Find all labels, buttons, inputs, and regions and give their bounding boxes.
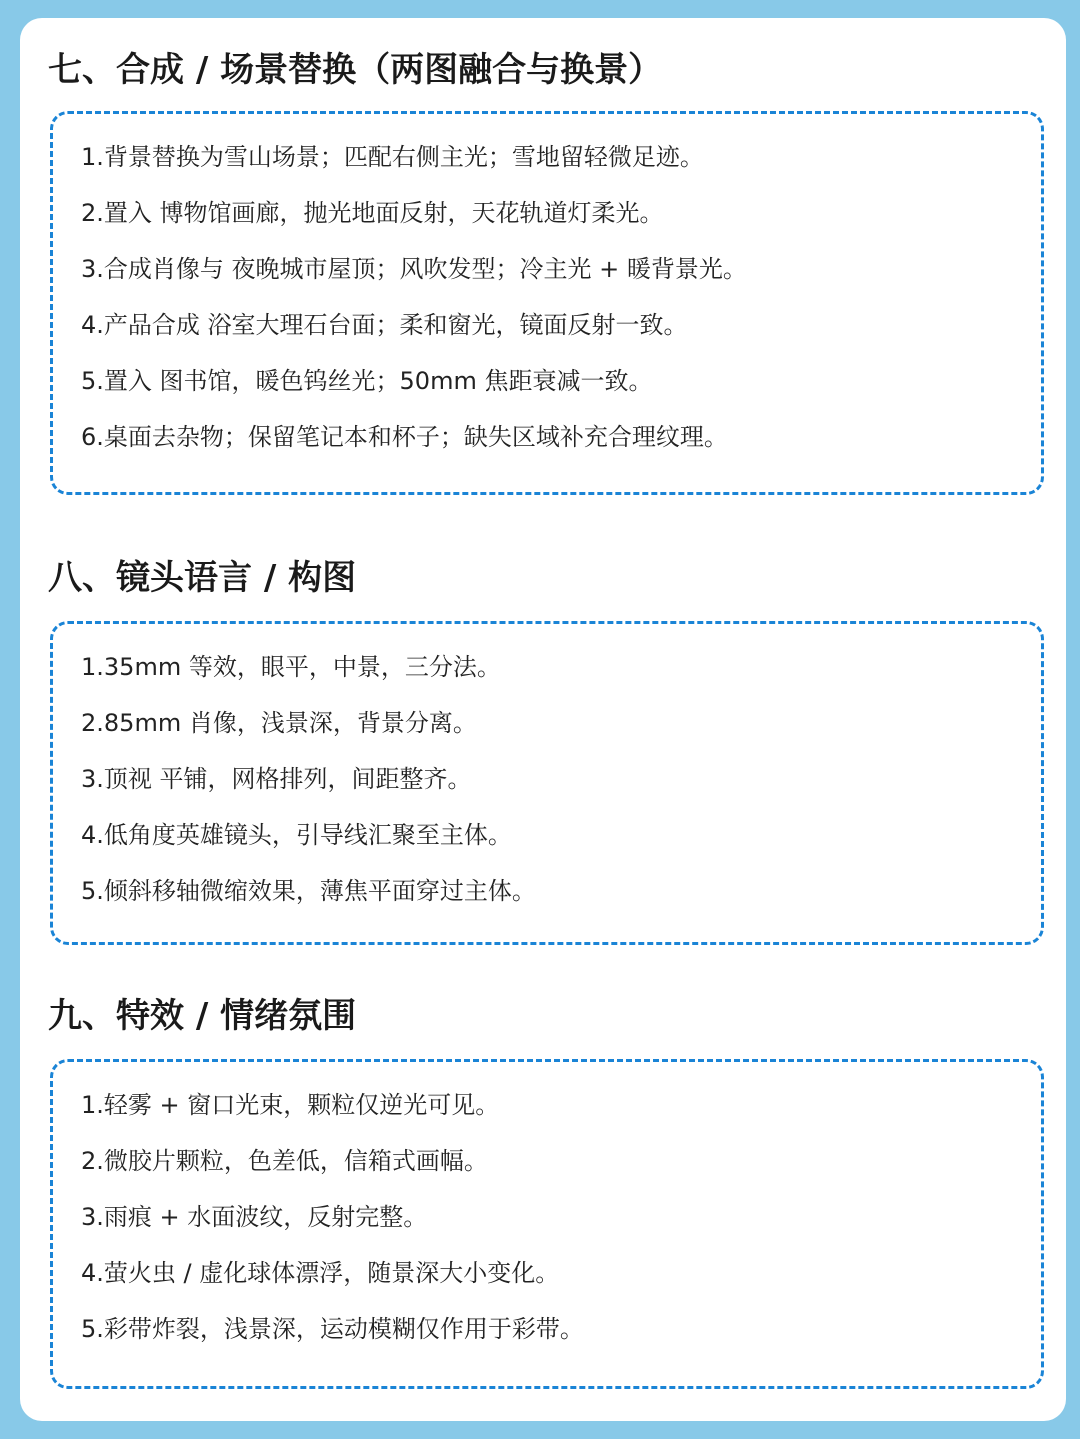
section-title-effects-mood: 九、特效 / 情绪氛围 [48, 996, 357, 1036]
list-item: 4.产品合成 浴室大理石台面；柔和窗光，镜面反射一致。 [81, 311, 688, 339]
section-box-effects-mood [50, 1059, 1044, 1389]
list-item: 3.顶视 平铺，网格排列，间距整齐。 [81, 765, 472, 793]
section-title-compositing: 七、合成 / 场景替换（两图融合与换景） [48, 50, 663, 90]
section-title-camera-language: 八、镜头语言 / 构图 [48, 558, 357, 598]
list-item: 3.合成肖像与 夜晚城市屋顶；风吹发型；冷主光 + 暖背景光。 [81, 255, 747, 283]
list-item: 4.萤火虫 / 虚化球体漂浮，随景深大小变化。 [81, 1259, 560, 1287]
list-item: 5.彩带炸裂，浅景深，运动模糊仅作用于彩带。 [81, 1315, 584, 1343]
section-box-compositing [50, 111, 1044, 495]
list-item: 5.倾斜移轴微缩效果，薄焦平面穿过主体。 [81, 877, 536, 905]
list-item: 1.背景替换为雪山场景；匹配右侧主光；雪地留轻微足迹。 [81, 143, 704, 171]
list-item: 2.置入 博物馆画廊，抛光地面反射，天花轨道灯柔光。 [81, 199, 664, 227]
list-item: 5.置入 图书馆，暖色钨丝光；50mm 焦距衰减一致。 [81, 367, 653, 395]
list-item: 3.雨痕 + 水面波纹，反射完整。 [81, 1203, 428, 1231]
list-item: 4.低角度英雄镜头，引导线汇聚至主体。 [81, 821, 512, 849]
content-card [20, 18, 1066, 1421]
list-item: 2.85mm 肖像，浅景深，背景分离。 [81, 709, 477, 737]
section-box-camera-language [50, 621, 1044, 945]
list-item: 1.35mm 等效，眼平，中景，三分法。 [81, 653, 501, 681]
list-item: 1.轻雾 + 窗口光束，颗粒仅逆光可见。 [81, 1091, 500, 1119]
list-item: 2.微胶片颗粒，色差低，信箱式画幅。 [81, 1147, 488, 1175]
list-item: 6.桌面去杂物；保留笔记本和杯子；缺失区域补充合理纹理。 [81, 423, 728, 451]
